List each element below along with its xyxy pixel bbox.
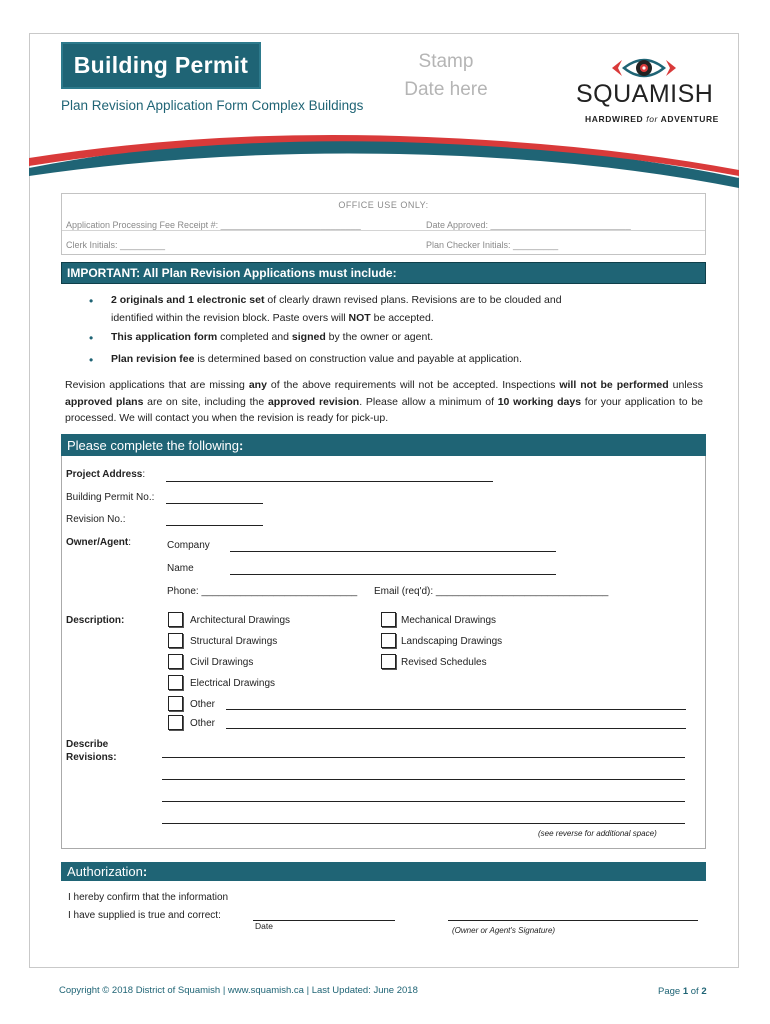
revised-schedules-checkbox[interactable] — [381, 654, 396, 669]
authorization-line-1: I hereby confirm that the information — [68, 892, 229, 903]
describe-revisions-line-3[interactable] — [162, 801, 685, 802]
describe-revisions-line-2[interactable] — [162, 779, 685, 780]
mechanical-drawings-checkbox[interactable] — [381, 612, 396, 627]
bullet-application-form: • This application form completed and signed by the owner or agent. — [89, 331, 434, 345]
date-approved-field[interactable]: Date Approved: ____________________________ — [426, 220, 631, 230]
bullet-dot-icon: • — [89, 294, 94, 308]
stamp-label: Stamp — [418, 51, 474, 72]
signature-label: (Owner or Agent's Signature) — [452, 926, 556, 935]
logo-tagline: HARDWIRED for ADVENTURE — [585, 114, 719, 124]
revised-schedules-label: Revised Schedules — [401, 657, 487, 668]
bullet-revision-fee: • Plan revision fee is determined based on construction value and payable at application. — [89, 353, 522, 367]
fee-receipt-field[interactable]: Application Processing Fee Receipt #: ____________________________ — [66, 220, 361, 230]
civil-drawings-checkbox[interactable] — [168, 654, 183, 669]
landscaping-drawings-label: Landscaping Drawings — [401, 636, 503, 647]
company-label: Company — [167, 540, 210, 551]
email-field[interactable]: Email (req'd): _______________________________ — [374, 586, 609, 597]
mechanical-drawings-label: Mechanical Drawings — [401, 615, 497, 626]
project-address-label: Project Address: — [66, 469, 146, 480]
form-section-box — [61, 456, 706, 849]
bullet-dot-icon: • — [89, 331, 94, 345]
revisions-label: Revisions: — [66, 752, 117, 763]
office-divider — [62, 230, 705, 231]
copyright-footer: Copyright © 2018 District of Squamish | www.squamish.ca | Last Updated: June 2018 — [59, 985, 418, 996]
project-address-input[interactable] — [166, 481, 493, 482]
landscaping-drawings-checkbox[interactable] — [381, 633, 396, 648]
form-title: Building Permit — [61, 42, 261, 89]
header-swoosh-decoration — [29, 128, 739, 188]
permit-no-input[interactable] — [166, 503, 263, 504]
date-here-label: Date here — [404, 79, 488, 100]
signature-input[interactable] — [448, 920, 698, 921]
see-reverse-note: (see reverse for additional space) — [538, 829, 657, 838]
page-indicator: Page 1 of 2 — [658, 986, 707, 997]
electrical-drawings-label: Electrical Drawings — [190, 678, 276, 689]
bullet-originals-line2: identified within the revision block. Paste overs will NOT be accepted. — [111, 312, 434, 324]
describe-revisions-line-4[interactable] — [162, 823, 685, 824]
electrical-drawings-checkbox[interactable] — [168, 675, 183, 690]
describe-revisions-line-1[interactable] — [162, 757, 685, 758]
civil-drawings-label: Civil Drawings — [190, 657, 254, 668]
office-use-heading: OFFICE USE ONLY: — [338, 200, 429, 210]
architectural-drawings-checkbox[interactable] — [168, 612, 183, 627]
other-2-input[interactable] — [226, 728, 686, 729]
describe-label: Describe — [66, 739, 109, 750]
owner-agent-label: Owner/Agent: — [66, 537, 132, 548]
name-input[interactable] — [230, 574, 556, 575]
permit-no-label: Building Permit No.: — [66, 492, 155, 503]
stamp-area — [398, 48, 494, 104]
description-label: Description: — [66, 615, 125, 626]
squamish-eye-logo-icon — [604, 54, 684, 82]
requirements-paragraph: Revision applications that are missing any of the above requirements will not be accepted. Inspections will not be performed unless approved plans are on site, including the approved revision. Please allow a minimum of 10 working days for your application to be processed. We will contact you when the revision is ready for pick-up. — [65, 379, 704, 424]
clerk-initials-field[interactable]: Clerk Initials: _________ — [66, 240, 166, 250]
other-1-label: Other — [190, 699, 216, 710]
form-section-heading: Please complete the following : — [61, 434, 706, 456]
architectural-drawings-label: Architectural Drawings — [190, 615, 291, 626]
revision-no-label: Revision No.: — [66, 514, 126, 525]
other-2-checkbox[interactable] — [168, 715, 183, 730]
important-heading: IMPORTANT: All Plan Revision Applications must include: — [61, 262, 706, 284]
revision-no-input[interactable] — [166, 525, 263, 526]
name-label: Name — [167, 563, 194, 574]
bullet-dot-icon: • — [89, 353, 94, 367]
bullet-originals: • 2 originals and 1 electronic set of clearly drawn revised plans. Revisions are to be clouded and — [89, 294, 562, 308]
structural-drawings-label: Structural Drawings — [190, 636, 278, 647]
date-input[interactable] — [253, 920, 395, 921]
authorization-heading: Authorization : — [61, 862, 706, 881]
structural-drawings-checkbox[interactable] — [168, 633, 183, 648]
phone-field[interactable]: Phone: ____________________________ — [167, 586, 358, 597]
other-1-checkbox[interactable] — [168, 696, 183, 711]
logo-wordmark: SQUAMISH — [576, 80, 714, 108]
office-use-box — [61, 193, 706, 255]
company-input[interactable] — [230, 551, 556, 552]
other-1-input[interactable] — [226, 709, 686, 710]
form-subtitle: Plan Revision Application Form Complex Buildings — [61, 98, 364, 113]
other-2-label: Other — [190, 718, 216, 729]
date-label: Date — [255, 921, 273, 931]
plan-checker-initials-field[interactable]: Plan Checker Initials: _________ — [426, 240, 559, 250]
authorization-line-2: I have supplied is true and correct: — [68, 910, 221, 921]
